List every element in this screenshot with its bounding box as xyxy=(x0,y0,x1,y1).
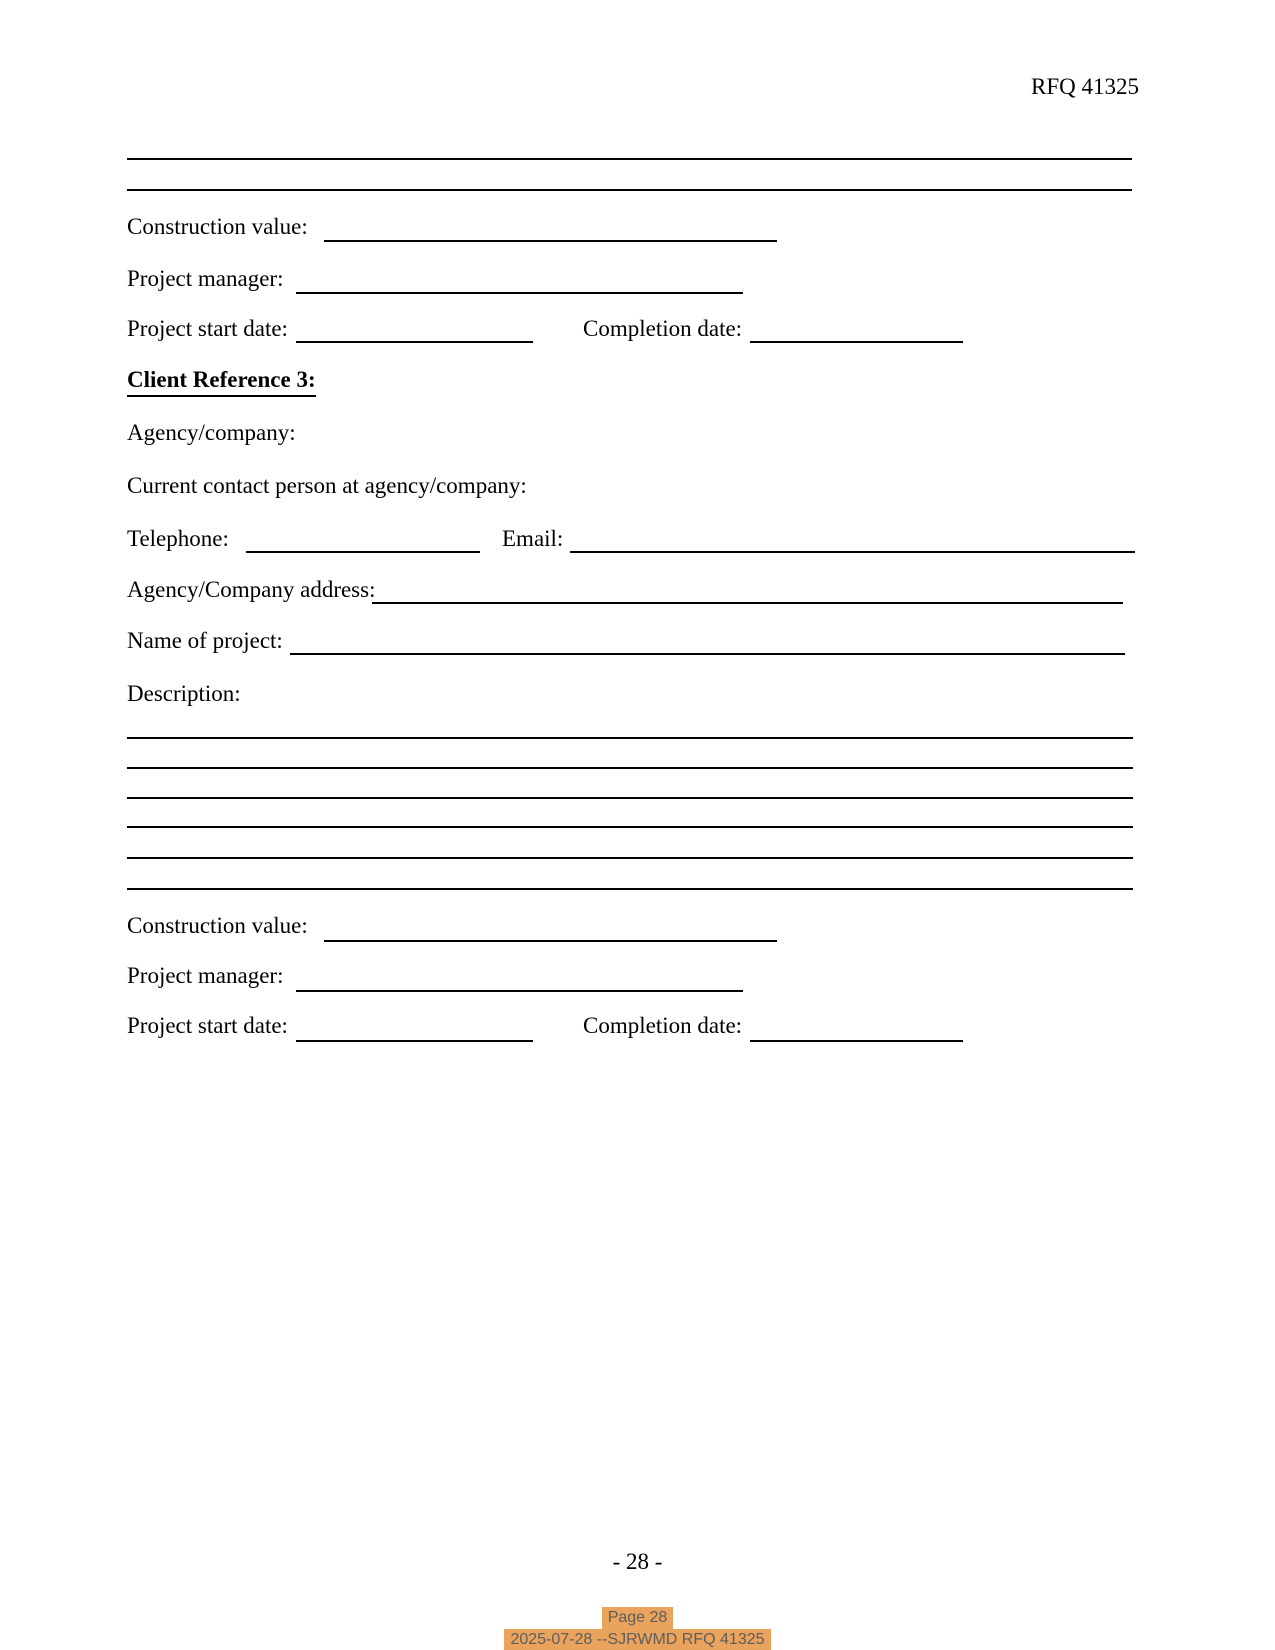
construction-value-label: Construction value: xyxy=(127,913,308,938)
telephone-label: Telephone: xyxy=(127,526,229,551)
project-start-date-label: Project start date: xyxy=(127,316,288,341)
construction-value-blank xyxy=(324,940,777,942)
footer-stamp xyxy=(0,1607,1275,1650)
project-start-date-label: Project start date: xyxy=(127,1013,288,1038)
ruled-line xyxy=(127,189,1132,191)
description-ruled-line xyxy=(127,767,1133,769)
description-ruled-line xyxy=(127,826,1133,828)
project-start-date-blank xyxy=(296,1040,533,1042)
project-manager-label: Project manager: xyxy=(127,266,284,291)
client-reference-3-heading-text: Client Reference 3: xyxy=(127,367,316,397)
project-manager-blank xyxy=(296,990,743,992)
completion-date-label: Completion date: xyxy=(583,1013,743,1038)
description-ruled-line xyxy=(127,797,1133,799)
construction-value-blank xyxy=(324,240,777,242)
agency-company-address-label: Agency/Company address: xyxy=(127,577,376,602)
ruled-line xyxy=(127,158,1132,160)
agency-company-address-blank xyxy=(372,602,1123,604)
email-label: Email: xyxy=(502,526,564,551)
completion-date-label: Completion date: xyxy=(583,316,743,341)
description-ruled-line xyxy=(127,888,1133,890)
construction-value-label: Construction value: xyxy=(127,214,308,239)
agency-company-label: Agency/company: xyxy=(127,420,296,445)
project-start-date-blank xyxy=(296,341,533,343)
client-reference-3-heading xyxy=(127,367,316,392)
document-ref: RFQ 41325 xyxy=(1031,74,1139,99)
stamp-date-ref: 2025-07-28 --SJRWMD RFQ 41325 xyxy=(504,1629,770,1650)
current-contact-label: Current contact person at agency/company: xyxy=(127,473,527,498)
description-label: Description: xyxy=(127,681,241,706)
project-manager-label: Project manager: xyxy=(127,963,284,988)
description-ruled-line xyxy=(127,737,1133,739)
name-of-project-blank xyxy=(290,653,1125,655)
email-blank xyxy=(570,551,1135,553)
completion-date-blank xyxy=(750,1040,963,1042)
page-number: - 28 - xyxy=(612,1549,663,1574)
description-ruled-line xyxy=(127,857,1133,859)
project-manager-blank xyxy=(296,292,743,294)
completion-date-blank xyxy=(750,341,963,343)
stamp-page-label: Page 28 xyxy=(602,1607,674,1629)
name-of-project-label: Name of project: xyxy=(127,628,283,653)
telephone-blank xyxy=(246,551,480,553)
